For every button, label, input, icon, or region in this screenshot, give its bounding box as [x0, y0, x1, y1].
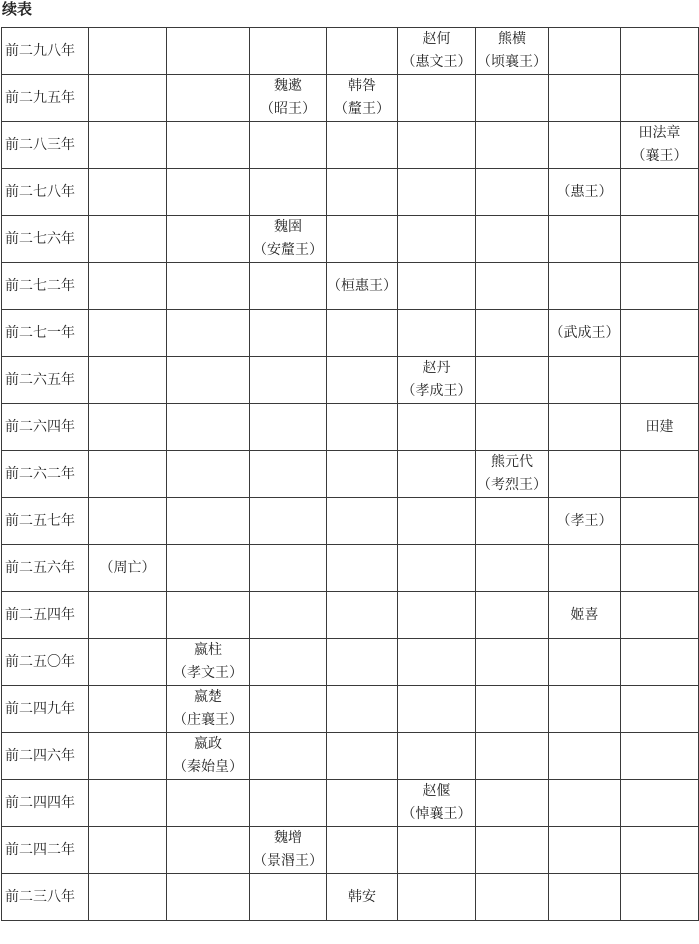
- ruler-text: 嬴柱: [194, 642, 222, 658]
- ruler-cell: [398, 263, 476, 310]
- ruler-cell: [621, 122, 699, 169]
- ruler-cell: [549, 169, 621, 216]
- ruler-text: （考烈王）: [477, 477, 547, 493]
- year-cell: 前二九五年: [2, 75, 89, 122]
- ruler-cell: [327, 310, 398, 357]
- ruler-cell: [476, 874, 549, 921]
- ruler-text: （桓惠王）: [327, 277, 397, 294]
- ruler-cell: [250, 404, 327, 451]
- ruler-cell: [476, 216, 549, 263]
- ruler-cell: [167, 592, 250, 639]
- ruler-cell: [476, 498, 549, 545]
- ruler-cell: [621, 592, 699, 639]
- ruler-cell: [621, 827, 699, 874]
- ruler-cell: [167, 827, 250, 874]
- ruler-cell: [549, 639, 621, 686]
- ruler-cell: [167, 686, 250, 733]
- ruler-cell: [398, 216, 476, 263]
- year-cell: 前二三八年: [2, 874, 89, 921]
- ruler-cell: [327, 874, 398, 921]
- ruler-cell: [476, 75, 549, 122]
- ruler-cell: [327, 122, 398, 169]
- ruler-cell: [327, 545, 398, 592]
- ruler-cell: [549, 75, 621, 122]
- ruler-cell: [167, 404, 250, 451]
- ruler-cell: [621, 686, 699, 733]
- ruler-cell: [167, 216, 250, 263]
- ruler-text: 魏遬: [274, 78, 302, 94]
- ruler-cell: [89, 827, 167, 874]
- ruler-cell: [549, 122, 621, 169]
- ruler-cell: [89, 169, 167, 216]
- ruler-cell: [89, 639, 167, 686]
- year-cell: 前二五〇年: [2, 639, 89, 686]
- year-cell: 前二七一年: [2, 310, 89, 357]
- ruler-text: （孝文王）: [173, 665, 243, 681]
- ruler-cell: [327, 639, 398, 686]
- ruler-text: 赵何: [422, 31, 451, 47]
- ruler-text: 姬喜: [570, 606, 599, 623]
- ruler-text: （惠王）: [556, 183, 613, 200]
- ruler-cell: [398, 498, 476, 545]
- ruler-cell: [250, 28, 327, 75]
- ruler-cell: [549, 451, 621, 498]
- year-cell: 前二五六年: [2, 545, 89, 592]
- ruler-cell: [89, 686, 167, 733]
- year-cell: 前二四二年: [2, 827, 89, 874]
- ruler-cell: [167, 75, 250, 122]
- ruler-cell: [621, 169, 699, 216]
- year-cell: 前二七六年: [2, 216, 89, 263]
- ruler-cell: [89, 451, 167, 498]
- ruler-cell: [476, 122, 549, 169]
- table-row: [2, 780, 699, 827]
- ruler-cell: [167, 28, 250, 75]
- ruler-text: （悼襄王）: [401, 806, 472, 822]
- table-row: [2, 592, 699, 639]
- ruler-cell: [476, 545, 549, 592]
- ruler-cell: [398, 639, 476, 686]
- ruler-cell: [250, 639, 327, 686]
- ruler-cell: [250, 780, 327, 827]
- ruler-cell: [549, 216, 621, 263]
- ruler-cell: [167, 451, 250, 498]
- table-row: [2, 28, 699, 75]
- ruler-cell: [398, 122, 476, 169]
- table-row: [2, 874, 699, 921]
- ruler-cell: [398, 592, 476, 639]
- ruler-text: 魏增: [274, 830, 302, 846]
- ruler-cell: [167, 874, 250, 921]
- ruler-text: 熊横: [498, 31, 526, 47]
- ruler-text: 韩安: [348, 888, 376, 905]
- ruler-cell: [621, 780, 699, 827]
- year-cell: 前二六二年: [2, 451, 89, 498]
- ruler-text: 熊元代: [491, 454, 533, 470]
- ruler-cell: [167, 357, 250, 404]
- table-row: [2, 686, 699, 733]
- ruler-cell: [89, 404, 167, 451]
- ruler-cell: [89, 357, 167, 404]
- ruler-cell: [621, 451, 699, 498]
- ruler-text: 嬴楚: [194, 689, 222, 705]
- table-row: [2, 451, 699, 498]
- ruler-cell: [549, 28, 621, 75]
- ruler-cell: [549, 545, 621, 592]
- ruler-cell: [250, 451, 327, 498]
- table-row: [2, 122, 699, 169]
- ruler-text: （孝王）: [556, 512, 613, 529]
- ruler-cell: [327, 263, 398, 310]
- ruler-text: 赵偃: [422, 783, 451, 799]
- ruler-cell: [476, 310, 549, 357]
- ruler-cell: [89, 75, 167, 122]
- ruler-cell: [89, 545, 167, 592]
- ruler-cell: [549, 263, 621, 310]
- ruler-cell: [250, 545, 327, 592]
- ruler-text: （孝成王）: [401, 383, 472, 399]
- ruler-cell: [327, 451, 398, 498]
- table-row: [2, 498, 699, 545]
- ruler-text: （秦始皇）: [173, 759, 243, 775]
- reign-table: [1, 27, 699, 921]
- ruler-text: （周亡）: [99, 559, 156, 576]
- ruler-cell: [621, 75, 699, 122]
- table-row: [2, 263, 699, 310]
- ruler-cell: [549, 780, 621, 827]
- ruler-cell: [398, 545, 476, 592]
- ruler-cell: [398, 733, 476, 780]
- ruler-cell: [167, 310, 250, 357]
- ruler-cell: [250, 122, 327, 169]
- ruler-cell: [250, 592, 327, 639]
- year-cell: 前二九八年: [2, 28, 89, 75]
- ruler-cell: [549, 404, 621, 451]
- table-row: [2, 357, 699, 404]
- ruler-cell: [398, 357, 476, 404]
- ruler-cell: [89, 592, 167, 639]
- ruler-cell: [549, 733, 621, 780]
- ruler-cell: [476, 263, 549, 310]
- year-cell: 前二六五年: [2, 357, 89, 404]
- ruler-cell: [476, 404, 549, 451]
- ruler-cell: [398, 451, 476, 498]
- ruler-cell: [89, 28, 167, 75]
- page-heading: 续表: [2, 0, 33, 18]
- ruler-cell: [398, 310, 476, 357]
- ruler-cell: [621, 404, 699, 451]
- ruler-cell: [549, 310, 621, 357]
- table-row: [2, 827, 699, 874]
- ruler-text: 田建: [645, 418, 674, 435]
- ruler-cell: [250, 216, 327, 263]
- table-row: [2, 169, 699, 216]
- ruler-cell: [250, 874, 327, 921]
- year-cell: 前二四六年: [2, 733, 89, 780]
- ruler-cell: [621, 310, 699, 357]
- table-body: [2, 28, 699, 921]
- ruler-cell: [398, 686, 476, 733]
- ruler-cell: [398, 28, 476, 75]
- ruler-cell: [167, 122, 250, 169]
- ruler-cell: [327, 169, 398, 216]
- ruler-cell: [89, 733, 167, 780]
- ruler-cell: [621, 263, 699, 310]
- ruler-text: （武成王）: [549, 324, 620, 341]
- table-row: [2, 545, 699, 592]
- ruler-cell: [549, 592, 621, 639]
- ruler-cell: [167, 733, 250, 780]
- ruler-cell: [327, 498, 398, 545]
- ruler-cell: [327, 357, 398, 404]
- ruler-cell: [327, 686, 398, 733]
- table-row: [2, 404, 699, 451]
- year-cell: 前二六四年: [2, 404, 89, 451]
- ruler-cell: [398, 827, 476, 874]
- ruler-cell: [621, 357, 699, 404]
- ruler-cell: [476, 639, 549, 686]
- ruler-cell: [250, 310, 327, 357]
- ruler-cell: [549, 827, 621, 874]
- ruler-cell: [167, 263, 250, 310]
- ruler-cell: [549, 874, 621, 921]
- ruler-cell: [398, 780, 476, 827]
- ruler-cell: [476, 169, 549, 216]
- ruler-cell: [621, 28, 699, 75]
- ruler-cell: [621, 216, 699, 263]
- ruler-cell: [398, 169, 476, 216]
- year-cell: 前二五四年: [2, 592, 89, 639]
- ruler-text: （釐王）: [334, 101, 390, 117]
- ruler-cell: [250, 357, 327, 404]
- ruler-text: （庄襄王）: [173, 712, 243, 728]
- ruler-cell: [167, 545, 250, 592]
- ruler-cell: [476, 592, 549, 639]
- ruler-cell: [476, 357, 549, 404]
- ruler-cell: [250, 733, 327, 780]
- ruler-cell: [167, 169, 250, 216]
- ruler-cell: [327, 780, 398, 827]
- year-cell: 前二八三年: [2, 122, 89, 169]
- ruler-cell: [89, 216, 167, 263]
- ruler-cell: [250, 827, 327, 874]
- ruler-text: （襄王）: [631, 148, 688, 164]
- ruler-cell: [89, 498, 167, 545]
- ruler-cell: [476, 733, 549, 780]
- ruler-cell: [621, 639, 699, 686]
- year-cell: 前二四九年: [2, 686, 89, 733]
- ruler-cell: [167, 780, 250, 827]
- ruler-cell: [89, 122, 167, 169]
- ruler-cell: [549, 357, 621, 404]
- ruler-cell: [476, 686, 549, 733]
- ruler-cell: [327, 733, 398, 780]
- ruler-cell: [250, 498, 327, 545]
- table-row: [2, 733, 699, 780]
- ruler-cell: [89, 780, 167, 827]
- table-row: [2, 310, 699, 357]
- ruler-cell: [549, 686, 621, 733]
- ruler-cell: [327, 28, 398, 75]
- ruler-cell: [476, 451, 549, 498]
- ruler-cell: [167, 498, 250, 545]
- ruler-cell: [327, 75, 398, 122]
- ruler-text: 田法章: [638, 125, 681, 141]
- ruler-cell: [89, 874, 167, 921]
- ruler-cell: [327, 404, 398, 451]
- table-row: [2, 216, 699, 263]
- ruler-cell: [398, 75, 476, 122]
- ruler-cell: [89, 310, 167, 357]
- ruler-cell: [549, 498, 621, 545]
- year-cell: 前二五七年: [2, 498, 89, 545]
- ruler-text: （安釐王）: [253, 242, 323, 258]
- table-row: [2, 75, 699, 122]
- ruler-cell: [250, 686, 327, 733]
- ruler-text: （昭王）: [260, 101, 316, 117]
- ruler-cell: [476, 28, 549, 75]
- year-cell: 前二七八年: [2, 169, 89, 216]
- ruler-cell: [327, 827, 398, 874]
- ruler-text: 韩咎: [348, 78, 376, 94]
- ruler-text: 魏圉: [274, 219, 302, 235]
- year-cell: 前二七二年: [2, 263, 89, 310]
- ruler-cell: [167, 639, 250, 686]
- ruler-cell: [327, 592, 398, 639]
- ruler-text: （顷襄王）: [477, 54, 547, 70]
- ruler-cell: [89, 263, 167, 310]
- ruler-text: （景湣王）: [253, 853, 323, 869]
- ruler-cell: [621, 498, 699, 545]
- ruler-cell: [621, 874, 699, 921]
- ruler-cell: [250, 75, 327, 122]
- ruler-cell: [250, 263, 327, 310]
- ruler-text: 嬴政: [194, 736, 222, 752]
- ruler-text: （惠文王）: [401, 54, 472, 70]
- table-row: [2, 639, 699, 686]
- year-cell: 前二四四年: [2, 780, 89, 827]
- ruler-cell: [476, 827, 549, 874]
- ruler-cell: [398, 404, 476, 451]
- ruler-cell: [327, 216, 398, 263]
- ruler-cell: [250, 169, 327, 216]
- ruler-cell: [398, 874, 476, 921]
- ruler-text: 赵丹: [422, 360, 451, 376]
- ruler-cell: [621, 733, 699, 780]
- ruler-cell: [476, 780, 549, 827]
- ruler-cell: [621, 545, 699, 592]
